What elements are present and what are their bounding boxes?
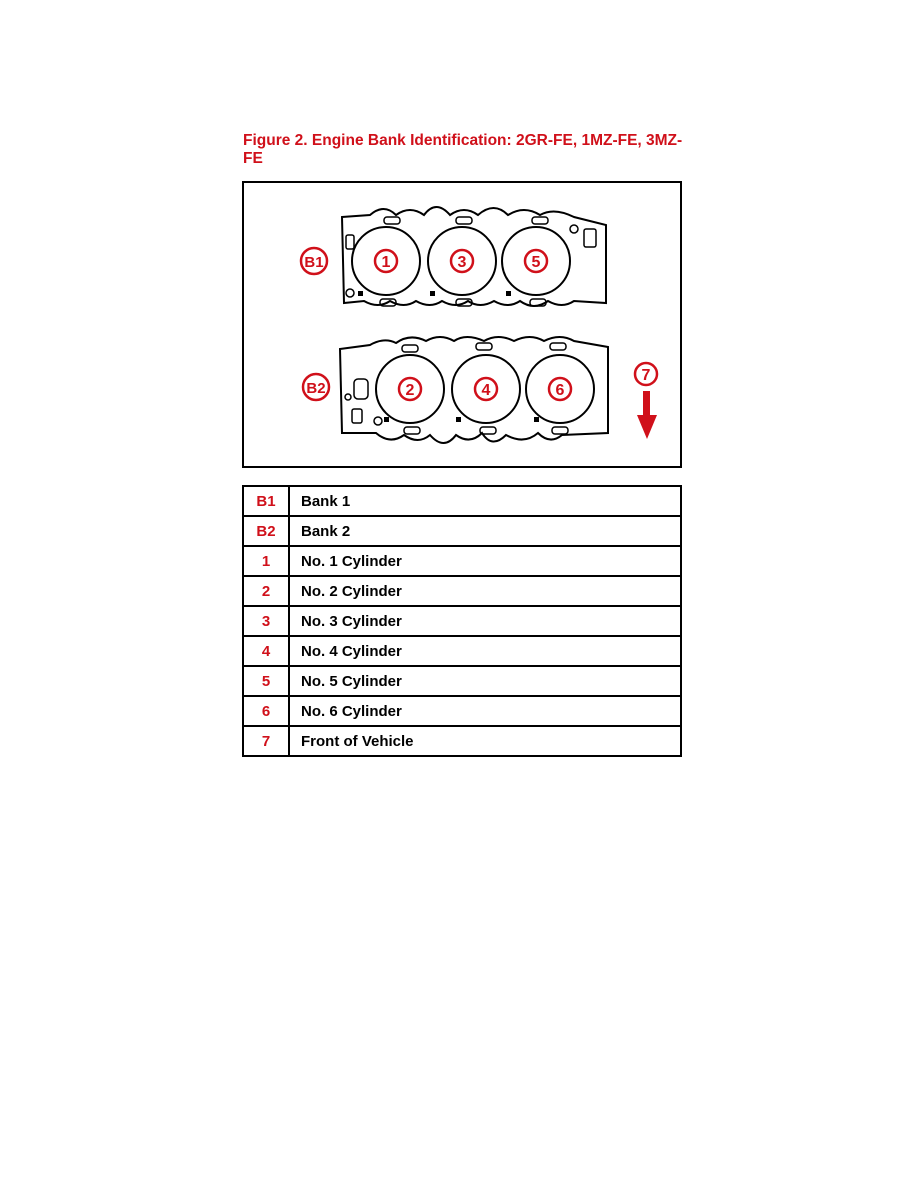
legend-key: 2 <box>243 576 289 606</box>
cyl-callout-2: 2 <box>405 382 415 399</box>
legend-description: No. 5 Cylinder <box>289 666 681 696</box>
cyl-callout-5: 5 <box>531 254 541 271</box>
figure-caption: Figure 2. Engine Bank Identification: 2GR-FE, 1MZ-FE, 3MZ-FE <box>243 132 683 167</box>
legend-key: 5 <box>243 666 289 696</box>
bank1-cylinder-callouts <box>375 250 547 272</box>
legend-description: Bank 2 <box>289 516 681 546</box>
cyl-callout-3: 3 <box>457 254 467 271</box>
legend-row <box>243 666 681 696</box>
legend-key: 3 <box>243 606 289 636</box>
bank2-callout: B2 <box>306 380 326 397</box>
legend-description: No. 2 Cylinder <box>289 576 681 606</box>
legend-key: 1 <box>243 546 289 576</box>
engine-diagram <box>242 181 682 468</box>
legend-row <box>243 726 681 756</box>
legend-row <box>243 576 681 606</box>
legend-row <box>243 606 681 636</box>
legend-description: No. 6 Cylinder <box>289 696 681 726</box>
bank1-callout: B1 <box>304 254 324 271</box>
legend-key: 4 <box>243 636 289 666</box>
legend-key: 7 <box>243 726 289 756</box>
cyl-callout-4: 4 <box>481 382 491 399</box>
legend-key: 6 <box>243 696 289 726</box>
legend-description: Bank 1 <box>289 486 681 516</box>
legend-row <box>243 546 681 576</box>
cyl-callout-1: 1 <box>381 254 391 271</box>
bank2-cylinder-callouts <box>399 378 571 400</box>
legend-row <box>243 636 681 666</box>
legend-row <box>243 696 681 726</box>
legend-description: No. 3 Cylinder <box>289 606 681 636</box>
legend-description: No. 1 Cylinder <box>289 546 681 576</box>
cyl-callout-6: 6 <box>555 382 565 399</box>
legend-key: B1 <box>243 486 289 516</box>
legend-description: No. 4 Cylinder <box>289 636 681 666</box>
legend-row <box>243 516 681 546</box>
legend-description: Front of Vehicle <box>289 726 681 756</box>
legend-key: B2 <box>243 516 289 546</box>
front-arrow-head <box>637 415 657 439</box>
legend-table <box>242 485 682 757</box>
legend-row <box>243 486 681 516</box>
front-callout: 7 <box>641 367 651 384</box>
front-arrow-shaft <box>643 391 650 417</box>
